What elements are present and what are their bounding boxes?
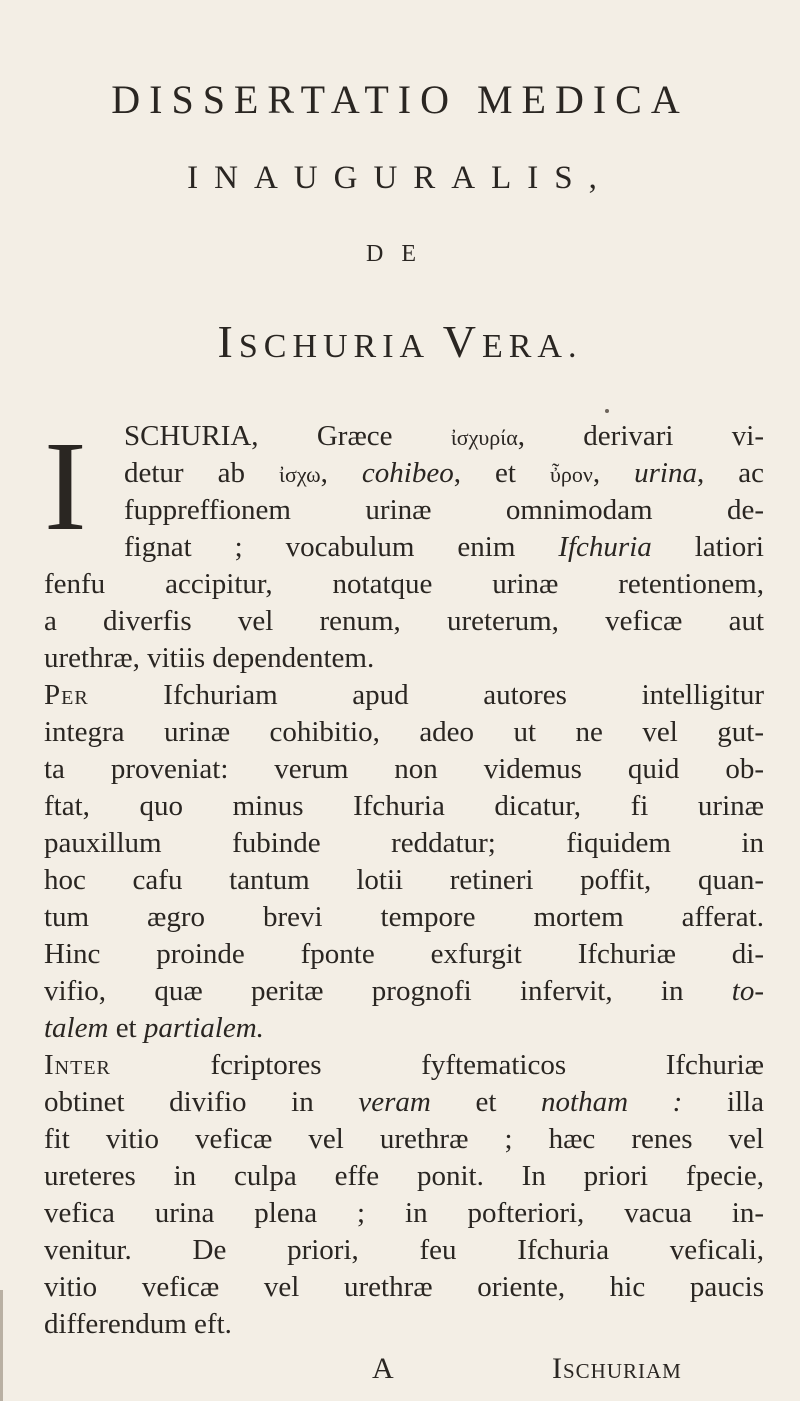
italic-cohibeo: cohibeo [361, 457, 454, 489]
drop-capital: I [44, 415, 87, 557]
text-line-1 [124, 420, 764, 453]
text-line-17 [44, 1012, 764, 1045]
text-span: fignat ; vocabulum enim [124, 531, 559, 563]
greek-word-ischo: ἰσχω [279, 462, 321, 487]
text-line-6: a diverfis vel renum, ureterum, veficæ aut [44, 605, 764, 637]
text-span: vifio, quæ peritæ prognofi infervit, in [44, 975, 732, 1007]
text-line-13: hoc cafu tantum lotii retineri poffit, quan- [44, 864, 764, 896]
italic-veram: veram [358, 1086, 431, 1118]
greek-word-uron: ὖρον [549, 462, 593, 487]
text-line-18 [44, 1049, 764, 1082]
text-span: , ac [696, 457, 764, 489]
catchword-next-page: Ischuriam [552, 1352, 682, 1385]
text-span: fcriptores fyftematicos Ifchuriæ [110, 1049, 764, 1081]
ink-speck [605, 409, 609, 413]
title-line-ischuria-vera [0, 315, 800, 368]
text-span: SCHURIA, Græce [124, 420, 451, 452]
text-span: et [108, 1012, 144, 1044]
greek-word-ischuria: ἰσχυρία [450, 425, 518, 450]
text-span: , derivari vi- [517, 420, 764, 452]
text-span: , [320, 457, 362, 489]
small-caps-per: Per [44, 679, 89, 711]
text-span: et [430, 1086, 542, 1118]
text-line-2 [124, 457, 764, 490]
italic-ischuria: Ifchuria [558, 531, 652, 563]
text-line-20: fit vitio veficæ vel urethræ ; hæc renes vel [44, 1123, 764, 1155]
small-caps-inter: Inter [44, 1049, 111, 1081]
text-line-16 [44, 975, 764, 1008]
text-span: latiori [651, 531, 764, 563]
text-line-12: pauxillum fubinde reddatur; fiquidem in [44, 827, 764, 859]
title-initial-v: V [442, 316, 482, 367]
title-word-schuria: SCHURIA [238, 328, 443, 365]
text-line-21: ureteres in culpa effe ponit. In priori fpecie, [44, 1160, 764, 1192]
text-span: detur ab [124, 457, 280, 489]
text-span: illa [682, 1086, 764, 1118]
text-line-8 [44, 679, 764, 712]
text-span: , et [453, 457, 550, 489]
text-line-9: integra urinæ cohibitio, adeo ut ne vel gut- [44, 716, 764, 748]
italic-notham: notham : [541, 1086, 683, 1118]
text-line-19 [44, 1086, 764, 1119]
title-line-dissertatio-medica: DISSERTATIO MEDICA [111, 77, 689, 122]
text-line-5: fenfu accipitur, notatque urinæ retentionem, [44, 568, 764, 600]
title-line-inauguralis: INAUGURALIS, [187, 160, 613, 196]
text-line-7: urethræ, vitiis dependentem. [44, 642, 375, 674]
text-line-4 [124, 531, 764, 564]
text-line-25: differendum eft. [44, 1308, 232, 1340]
text-span: Ifchuriam apud autores intelligitur [88, 679, 764, 711]
text-line-14: tum ægro brevi tempore mortem afferat. [44, 901, 764, 933]
italic-to: to- [731, 975, 764, 1007]
text-span: , [592, 457, 635, 489]
text-line-3: fuppreffionem urinæ omnimodam de- [124, 494, 764, 526]
italic-talem: talem [44, 1012, 109, 1044]
italic-partialem: partialem. [143, 1012, 264, 1044]
title-word-era: ERA. [481, 328, 583, 365]
italic-urina: urina [634, 457, 697, 489]
text-line-22: vefica urina plena ; in pofteriori, vacua in- [44, 1197, 764, 1229]
signature-mark: A [372, 1352, 394, 1385]
text-line-24: vitio veficæ vel urethræ oriente, hic paucis [44, 1271, 764, 1303]
title-line-de: DE [366, 241, 434, 267]
text-line-10: ta proveniat: verum non videmus quid ob- [44, 753, 764, 785]
text-line-23: venitur. De priori, feu Ifchuria veficali, [44, 1234, 764, 1266]
text-line-15: Hinc proinde fponte exfurgit Ifchuriæ di- [44, 938, 764, 970]
text-span: obtinet divifio in [44, 1086, 359, 1118]
text-line-11: ftat, quo minus Ifchuria dicatur, fi urinæ [44, 790, 764, 822]
title-initial-i: I [217, 316, 239, 367]
page-edge-shadow [0, 1290, 3, 1401]
